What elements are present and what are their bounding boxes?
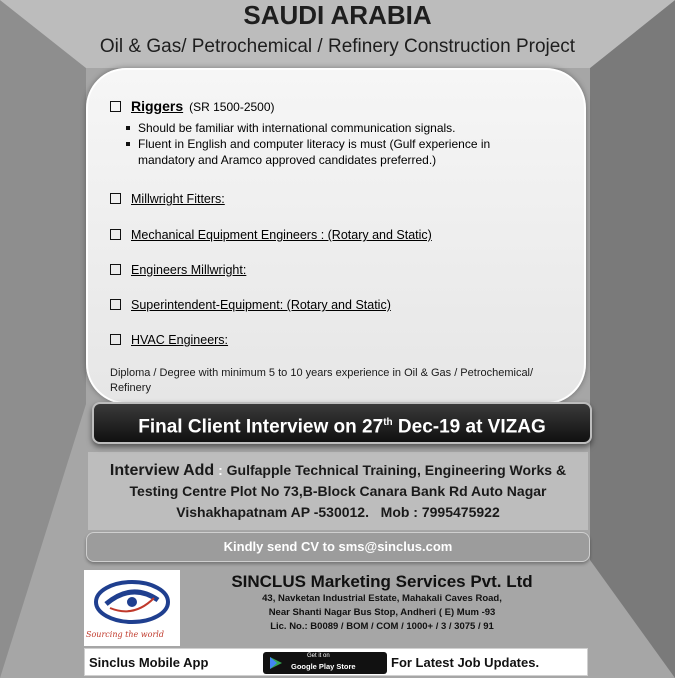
company-license: Lic. No.: B0089 / BOM / COM / 1000+ / 3 / 3075 / 91 — [270, 621, 494, 632]
right-wall — [590, 0, 675, 678]
job-item-engineers-millwright — [110, 263, 246, 277]
address-colon: : — [214, 462, 227, 478]
interview-suffix: Dec-19 at VIZAG — [392, 416, 546, 438]
job-title: Riggers — [131, 98, 184, 114]
job-item-riggers — [110, 98, 275, 114]
checkbox-icon — [110, 264, 121, 275]
cv-notice-bar: Kindly send CV to sms@sinclus.com — [86, 532, 590, 562]
address-line: Vishakhapatnam AP -530012. — [176, 504, 369, 520]
job-item-hvac-engineers — [110, 333, 228, 347]
job-title: Engineers Millwright: — [131, 263, 247, 277]
checkbox-icon — [110, 334, 121, 345]
logo-icon — [84, 570, 180, 630]
company-address-line: 43, Navketan Industrial Estate, Mahakali Caves Road, — [262, 593, 502, 604]
job-item-mechanical-engineers — [110, 228, 432, 242]
job-title: Superintendent-Equipment: (Rotary and Static) — [131, 298, 391, 312]
google-play-badge[interactable] — [263, 652, 387, 674]
checkbox-icon — [110, 229, 121, 240]
address-line: Testing Centre Plot No 73,B-Block Canara Bank Rd Auto Nagar — [129, 483, 547, 499]
job-item-superintendent — [110, 298, 391, 312]
interview-banner — [92, 402, 592, 444]
mobile-number: Mob : 7995475922 — [380, 504, 500, 520]
play-store-icon — [269, 656, 283, 670]
company-address-line: Near Shanti Nagar Bus Stop, Andheri ( E) Mum -93 — [268, 607, 496, 618]
header — [0, 0, 675, 70]
badge-big-text: Google Play Store — [291, 662, 356, 671]
job-title: HVAC Engineers: — [131, 333, 229, 347]
left-wall — [0, 0, 86, 678]
job-title: Mechanical Equipment Engineers : (Rotary and Static) — [131, 228, 432, 242]
riggers-requirements — [126, 120, 546, 168]
job-salary: (SR 1500-2500) — [189, 100, 275, 114]
logo-tagline: Sourcing the world — [86, 630, 164, 639]
page-subtitle: Oil & Gas/ Petrochemical / Refinery Construction Project — [99, 36, 576, 57]
company-info — [180, 570, 584, 646]
badge-small-text: Get it on — [307, 653, 330, 659]
requirement-item: Should be familiar with international communication signals. — [126, 120, 546, 136]
app-promo-bar — [84, 648, 588, 676]
job-item-millwright-fitters — [110, 192, 225, 206]
qualification-note: Diploma / Degree with minimum 5 to 10 years experience in Oil & Gas / Petrochemical/ Refinery — [110, 367, 534, 394]
checkbox-icon — [110, 193, 121, 204]
job-title: Millwright Fitters: — [131, 192, 225, 206]
checkbox-icon — [110, 101, 121, 112]
company-name: SINCLUS Marketing Services Pvt. Ltd — [231, 572, 533, 591]
address-label: Interview Add — [109, 462, 215, 479]
app-label: Sinclus Mobile App — [89, 655, 209, 670]
checkbox-icon — [110, 299, 121, 310]
requirement-item: Fluent in English and computer literacy is must (Gulf experience in mandatory and Aramco approved candidates preferred.) — [126, 136, 546, 168]
company-logo — [84, 570, 180, 646]
address-line: Gulfapple Technical Training, Engineering Works & — [226, 462, 567, 478]
interview-address — [96, 460, 580, 523]
interview-prefix: Final Client Interview on 27 — [138, 416, 384, 438]
interview-ordinal: th — [383, 417, 393, 428]
app-updates-text: For Latest Job Updates. — [391, 655, 540, 670]
page-title: SAUDI ARABIA — [243, 0, 432, 30]
